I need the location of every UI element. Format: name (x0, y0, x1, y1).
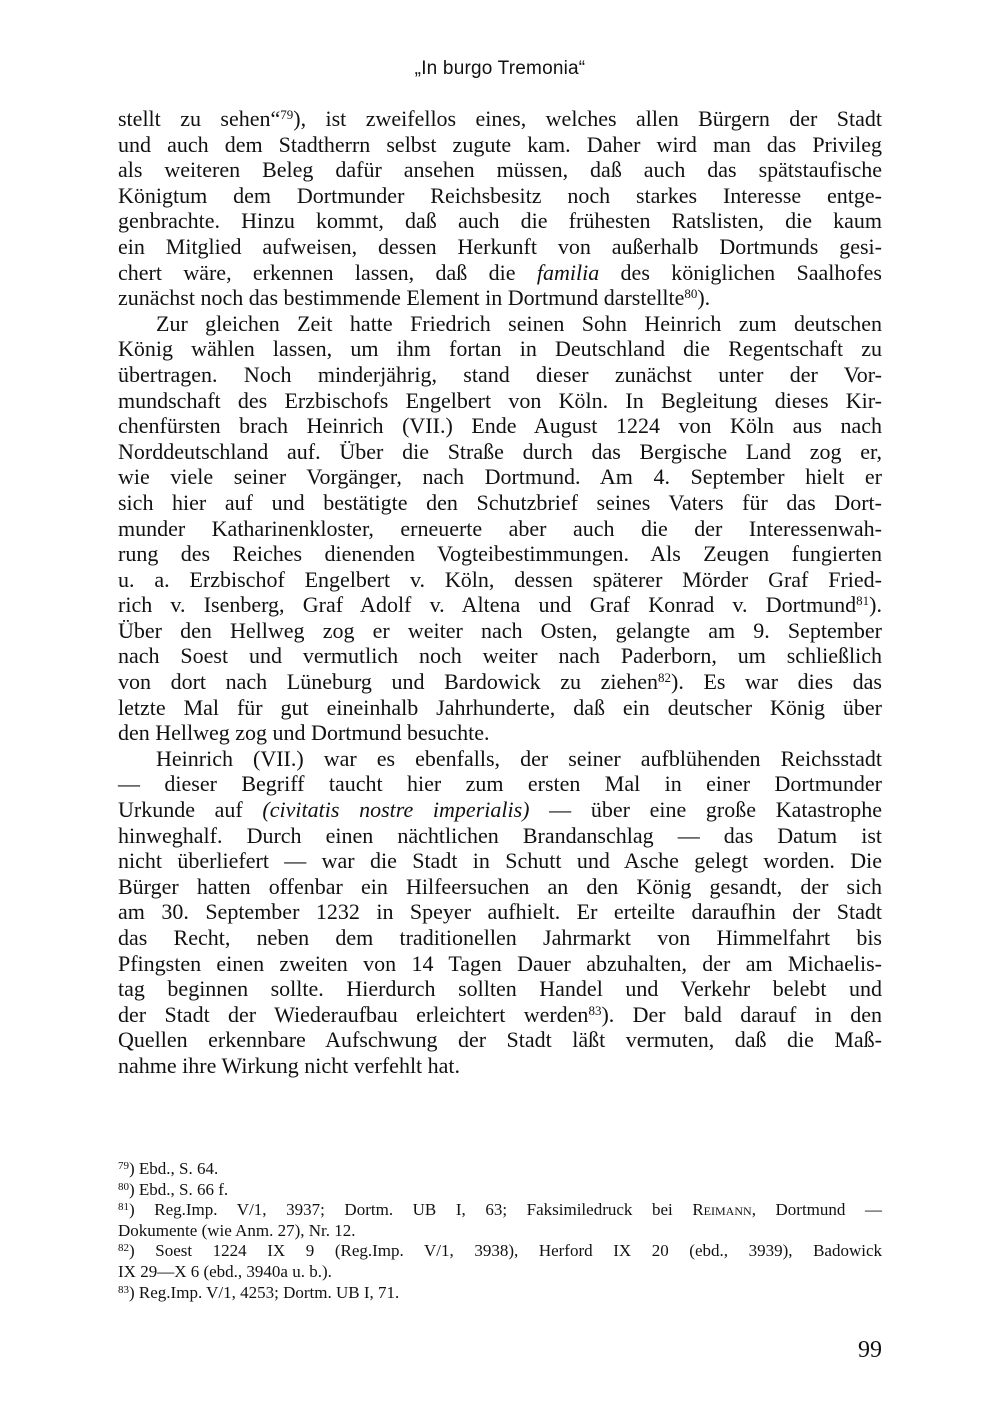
text-line (118, 1027, 882, 1053)
text-line (118, 132, 882, 158)
footnote-text: Soest 1224 IX 9 (Reg.Imp. V/1, 3938), Herford IX 20 (ebd., 3939), Badowick (134, 1241, 882, 1261)
text-line (118, 208, 882, 234)
text-segment: chert wäre, erkennen lassen, daß die (118, 259, 537, 285)
footnote-line: $^{79}$) Ebd., S. 64. (118, 1159, 219, 1178)
text-segment: tag beginnen sollte. Hierdurch sollten Handel und Verkehr belebt und (118, 976, 882, 1002)
text-line (118, 848, 882, 874)
text-line (118, 592, 882, 618)
footnote-line: $^{83}$) Reg.Imp. V/1, 4253; Dortm. UB I, 71. (118, 1282, 400, 1302)
text-segment: — über eine große Katastrophe (529, 797, 882, 823)
page-number: 99 (858, 1337, 882, 1363)
text-segment: munder Katharinenkloster, erneuerte aber auch die der Interessenwah- (118, 515, 882, 541)
text-line (118, 797, 882, 823)
text-line (118, 234, 882, 260)
footnote-reference: 82 (658, 670, 672, 686)
text-segment: ), ist zweifellos eines, welches allen Bürgern der Stadt (293, 106, 882, 131)
footnote-number: 79 (118, 1160, 129, 1172)
text-segment: Pfingsten einen zweiten von 14 Tagen Dauer abzuhalten, der am Michaelis- (118, 950, 882, 976)
footnote-text: Reg.Imp. V/1, 3937; Dortm. UB I, 63; Faksimiledruck bei (134, 1200, 693, 1220)
italic-term: familia (536, 259, 600, 285)
footnote-number: 81 (118, 1201, 129, 1214)
text-segment: nach Soest und vermutlich noch weiter nach Paderborn, um schließlich (118, 643, 882, 669)
text-segment: wie viele seiner Vorgänger, nach Dortmund. Am 4. September hielt er (118, 464, 882, 490)
footnote-line (118, 1262, 882, 1283)
text-segment: Königtum dem Dortmunder Reichsbesitz noch starkes Interesse entge- (118, 182, 882, 208)
text-segment: ). (697, 285, 711, 311)
text-line (118, 439, 882, 465)
text-line (118, 490, 882, 516)
text-line (118, 643, 882, 669)
paragraph (118, 746, 882, 1079)
text-segment: Urkunde auf (118, 797, 263, 823)
footnote-reference: 79 (280, 107, 294, 122)
italic-term: (civitatis nostre imperialis) (262, 797, 530, 823)
text-segment: Norddeutschland auf. Über die Straße durch das Bergische Land zog er, (118, 438, 882, 464)
text-segment: ). Der bald darauf in den (601, 1001, 882, 1027)
footnote-reference: 81 (856, 593, 870, 609)
footnote-number: 83 (118, 1283, 129, 1296)
footnote-text: Ebd., S. 64. (134, 1159, 219, 1178)
text-line (118, 183, 882, 209)
text-line (118, 823, 882, 849)
text-segment: — dieser Begriff taucht hier zum ersten Mal in einer Dortmunder (118, 771, 882, 797)
text-segment: Quellen erkennbare Aufschwung der Stadt läßt vermuten, daß die Maß- (118, 1027, 882, 1053)
text-segment: letzte Mal für gut eineinhalb Jahrhunderte, daß ein deutscher König über (118, 694, 882, 720)
paragraph (118, 106, 882, 311)
text-segment: und auch dem Stadtherrn selbst zugute kam. Daher wird man das Privileg (118, 131, 882, 157)
footnote-line: $^{80}$) Ebd., S. 66 f. (118, 1179, 229, 1199)
text-line (118, 567, 882, 593)
text-segment: sich hier auf und bestätigte den Schutzbrief seines Vaters für das Dort- (118, 489, 882, 515)
text-line (118, 1002, 882, 1028)
text-segment: der Stadt der Wiederaufbau erleichtert werden (118, 1001, 589, 1027)
text-segment: als weiteren Beleg dafür ansehen müssen, daß auch das spätstaufische (118, 157, 882, 183)
text-segment: Heinrich (VII.) war es ebenfalls, der seiner aufblühenden Reichsstadt (156, 745, 882, 771)
text-segment: des königlichen Saalhofes (599, 259, 882, 285)
text-line (118, 669, 882, 695)
text-segment: König wählen lassen, um ihm fortan in Deutschland die Regentschaft zu (118, 336, 882, 362)
text-line (118, 874, 882, 900)
footnote-line: $^{82}$) Soest 1224 IX 9 (Reg.Imp. V/1, 3938), Herford IX 20 (ebd., 3939), Badowick (118, 1241, 882, 1261)
footnote-reference: 80 (684, 286, 698, 302)
text-line (118, 336, 882, 362)
text-line (118, 720, 882, 746)
footnote-text: Dokumente (wie Anm. 27), Nr. 12. (118, 1220, 356, 1240)
footnotes (118, 1159, 882, 1303)
text-segment: von dort nach Lüneburg und Bardowick zu ziehen (118, 669, 659, 695)
text-line (118, 695, 882, 721)
text-segment: rung des Reiches dienenden Vogteibestimmungen. Als Zeugen fungierten (118, 541, 882, 567)
text-line (118, 976, 882, 1002)
text-segment: am 30. September 1232 in Speyer aufhielt. Er erteilte daraufhin der Stadt (118, 899, 882, 925)
text-line (118, 285, 882, 311)
footnote-line: $^{81}$) Reg.Imp. V/1, 3937; Dortm. UB I, 63; Faksimiledruck bei Reimann, Dortmund — (118, 1200, 882, 1220)
text-line (118, 157, 882, 183)
text-segment: das Recht, neben dem traditionellen Jahrmarkt von Himmelfahrt bis (118, 925, 882, 950)
text-line (118, 899, 882, 925)
footnote-number: 82 (118, 1242, 129, 1255)
text-line (118, 771, 882, 797)
text-line (118, 413, 882, 439)
text-line (118, 925, 882, 951)
text-segment: übertragen. Noch minderjährig, stand dieser zunächst unter der Vor- (118, 361, 882, 387)
paragraph (118, 311, 882, 746)
main-text (118, 106, 882, 1079)
footnote-text: Reg.Imp. V/1, 4253; Dortm. UB I, 71. (134, 1282, 400, 1302)
text-segment: zunächst noch das bestimmende Element in Dortmund darstellte (118, 285, 685, 311)
text-segment: genbrachte. Hinzu kommt, daß auch die frühesten Ratslisten, die kaum (118, 208, 882, 234)
footnote-reference: 83 (588, 1002, 602, 1018)
footnote-text: , Dortmund — (751, 1200, 882, 1220)
text-line (118, 746, 882, 772)
text-segment: Bürger hatten offenbar ein Hilfeersuchen an den König gesandt, der sich (118, 873, 882, 899)
text-segment: ). (869, 592, 882, 618)
text-segment: chenfürsten brach Heinrich (VII.) Ende August 1224 von Köln aus nach (118, 413, 882, 439)
footnote-number: 80 (118, 1180, 129, 1193)
text-segment: Zur gleichen Zeit hatte Friedrich seinen Sohn Heinrich zum deutschen (156, 310, 882, 336)
text-segment: u. a. Erzbischof Engelbert v. Köln, dessen späterer Mörder Graf Fried- (118, 566, 882, 592)
text-line (118, 311, 882, 337)
text-segment: den Hellweg zog und Dortmund besuchte. (118, 720, 490, 746)
text-segment: ). Es war dies das (671, 669, 882, 695)
text-line (118, 541, 882, 567)
running-head: „In burgo Tremonia“ (414, 58, 586, 79)
text-segment: hinweghalf. Durch einen nächtlichen Brandanschlag — das Datum ist (118, 822, 882, 848)
footnote-text: Ebd., S. 66 f. (134, 1179, 229, 1199)
footnote-text: IX 29—X 6 (ebd., 3940a u. b.). (118, 1261, 332, 1281)
text-line (118, 951, 882, 977)
text-line (118, 1053, 882, 1079)
text-line (118, 388, 882, 414)
text-line (118, 260, 882, 286)
text-segment: ein Mitglied aufweisen, dessen Herkunft von außerhalb Dortmunds gesi- (118, 233, 882, 259)
text-segment: nicht überliefert — war die Stadt in Schutt und Asche gelegt worden. Die (118, 848, 882, 874)
text-segment: stellt zu sehen“ (118, 106, 281, 131)
text-line (118, 362, 882, 388)
text-line (118, 464, 882, 490)
text-segment: Über den Hellweg zog er weiter nach Osten, gelangte am 9. September (118, 617, 882, 643)
text-line (118, 106, 882, 132)
text-line (118, 618, 882, 644)
author-name: Reimann (692, 1200, 752, 1220)
text-segment: rich v. Isenberg, Graf Adolf v. Altena und Graf Konrad v. Dortmund (118, 592, 857, 618)
text-line (118, 516, 882, 542)
footnote-line (118, 1221, 882, 1242)
text-segment: nahme ihre Wirkung nicht verfehlt hat. (118, 1052, 461, 1078)
text-segment: mundschaft des Erzbischofs Engelbert von Köln. In Begleitung dieses Kir- (118, 387, 882, 413)
